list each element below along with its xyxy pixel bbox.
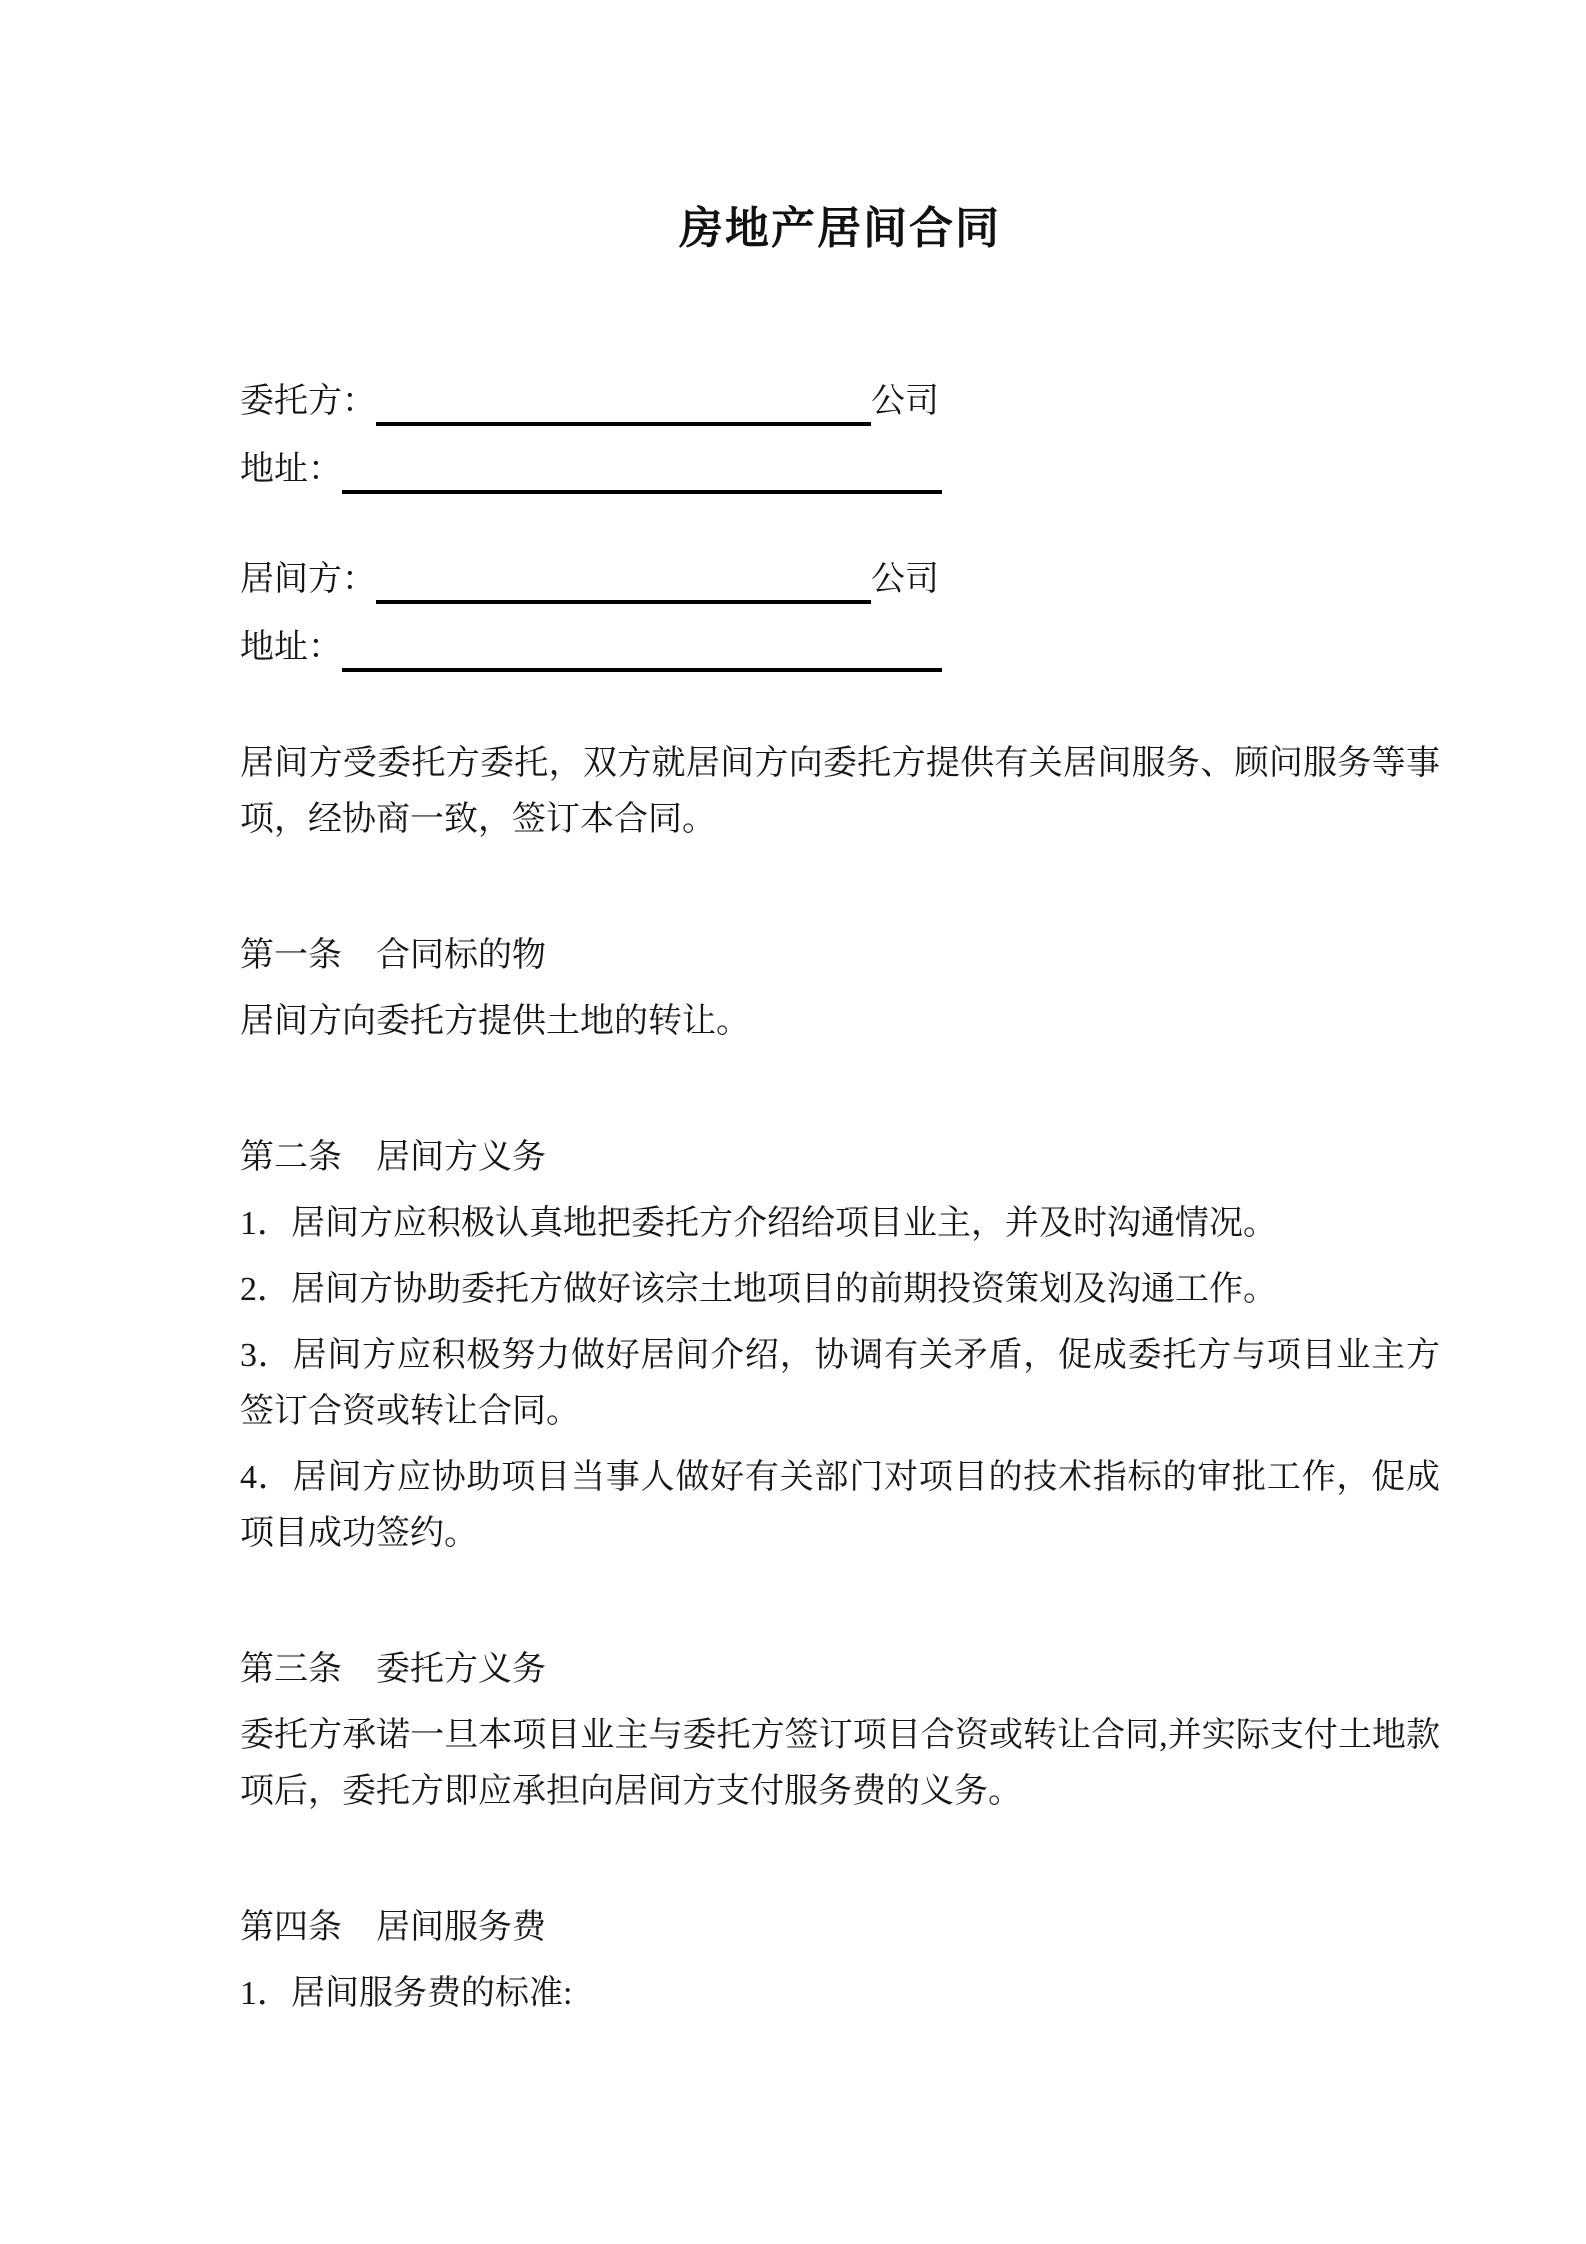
article-4-item-1: 1．居间服务费的标准:: [240, 1975, 573, 2012]
article-4-section: [240, 1900, 1440, 2022]
intermediary-company-suffix: 公司: [871, 561, 939, 598]
client-name-row: [240, 378, 1440, 426]
intermediary-address-row: [240, 624, 1440, 672]
client-company-suffix: 公司: [871, 383, 939, 420]
document-title: 房地产居间合同: [679, 204, 1001, 253]
client-name-blank-line: [376, 380, 871, 426]
intermediary-name-row: [240, 556, 1440, 604]
intermediary-address-label: 地址：: [240, 629, 342, 666]
article-2-item-1: 1．居间方应积极认真地把委托方介绍给项目业主，并及时沟通情况。: [240, 1205, 1277, 1242]
intro-paragraph: 居间方受委托方委托，双方就居间方向委托方提供有关居间服务、顾问服务等事项，经协商一致，签订本合同。: [240, 745, 1440, 838]
client-address-blank-line: [342, 448, 942, 494]
intermediary-address-blank-line: [342, 626, 942, 672]
article-1-section: [240, 928, 1440, 1050]
document-content: [240, 198, 1440, 2022]
article-2-section: [240, 1130, 1440, 1562]
party-intermediary-block: [240, 556, 1440, 672]
article-2-heading: 第二条 居间方义务: [240, 1139, 546, 1176]
intermediary-name-blank-line: [376, 558, 871, 604]
article-3-paragraph: 委托方承诺一旦本项目业主与委托方签订项目合资或转让合同,并实际支付土地款项后，委托方即应承担向居间方支付服务费的义务。: [240, 1717, 1440, 1810]
article-3-section: [240, 1642, 1440, 1820]
article-2-item-4: 4．居间方应协助项目当事人做好有关部门对项目的技术指标的审批工作，促成项目成功签约。: [240, 1459, 1440, 1552]
intermediary-role-label: 居间方：: [240, 561, 376, 598]
client-role-label: 委托方：: [240, 383, 376, 420]
client-address-label: 地址：: [240, 451, 342, 488]
article-2-item-3: 3．居间方应积极努力做好居间介绍，协调有关矛盾，促成委托方与项目业主方签订合资或转让合同。: [240, 1337, 1440, 1430]
party-client-block: [240, 378, 1440, 494]
client-address-row: [240, 446, 1440, 494]
article-4-heading: 第四条 居间服务费: [240, 1909, 546, 1946]
article-1-heading: 第一条 合同标的物: [240, 937, 546, 974]
article-2-item-2: 2．居间方协助委托方做好该宗土地项目的前期投资策划及沟通工作。: [240, 1271, 1277, 1308]
article-3-heading: 第三条 委托方义务: [240, 1651, 546, 1688]
article-1-paragraph: 居间方向委托方提供土地的转让。: [240, 1003, 750, 1040]
